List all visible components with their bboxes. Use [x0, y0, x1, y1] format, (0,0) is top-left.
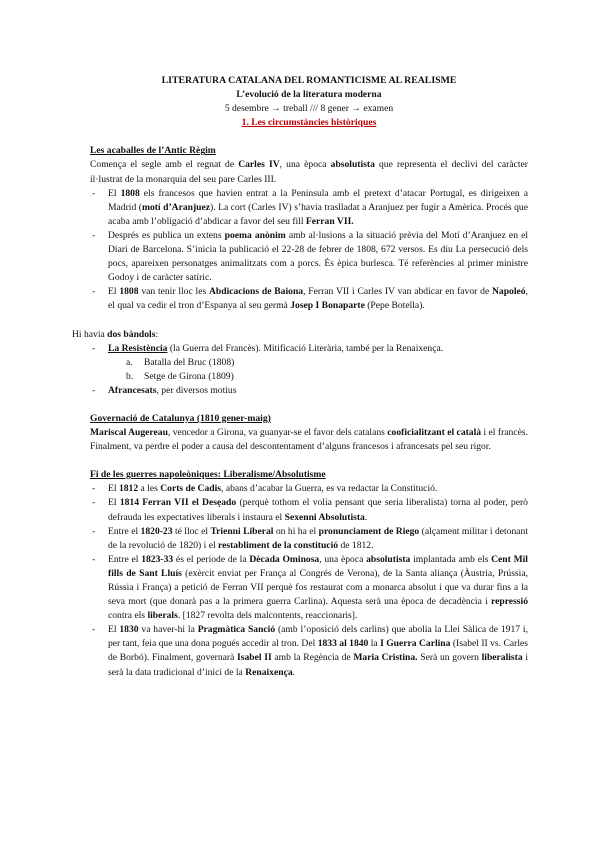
document-title: LITERATURA CATALANA DEL ROMANTICISME AL REALISME	[161, 75, 457, 86]
document-subtitle: L’evolució de la literatura moderna	[236, 89, 382, 101]
fi-guerres-list	[90, 482, 528, 679]
list-item: - Després es publica un extens poema anònim amb al·lusions a la situació prèvia del Motí d’Aranjuez en el Diari de Barcelona. S’inicia la publicació el 22-28 de febrer de 1808, 672 versos. Es diu La persecució dels pocs, apareixen personatges animalitzats com a porcs. És èpica burlesca. Té referències al primer ministre Godoy i de caràcter satíric.	[90, 229, 528, 285]
heading-antic-regim: Les acaballes de l’Antic Règim	[90, 145, 216, 157]
dates-line: 5 desembre → treball /// 8 gener → examen	[224, 103, 394, 115]
sublist-item: b. Setge de Girona (1809)	[126, 370, 234, 382]
list-item: - El 1812 a les Corts de Cadis, abans d’acabar la Guerra, es va redactar la Constitució.	[90, 482, 528, 496]
heading-fi-guerres: Fi de les guerres napoleòniques: Liberalisme/Absolutisme	[90, 469, 326, 481]
antic-regim-list	[90, 187, 528, 314]
document-page	[72, 74, 529, 680]
list-item: - El 1808 els francesos que havien entrat a la Península amb el pretext d’atacar Portugal, es dirigeixen a Madrid (motí d’Aranjuez). La cort (Carles IV) s’havia traslladat a Aranjuez per fugir a Amèrica. Procés que acaba amb l’obligació d’abdicar a favor del seu fill Ferran VII.	[90, 187, 528, 229]
list-item: - El 1814 Ferran VII el Desẹado (perquè tothom el volia pensant que seria liberalista) torna al poder, però defrauda les expectatives liberals i instaura el Sexenni Absolutista.	[90, 496, 528, 524]
list-item: - Afrancesats, per diversos motius	[90, 384, 528, 398]
bandols-list	[90, 342, 528, 398]
list-item: - Entre el 1820-23 té lloc el Trienni Liberal on hi ha el pronunciament de Riego (alçament militar i detonant de la revolució de 1820) i el restabliment de la constitució de 1812.	[90, 525, 528, 553]
list-item: - El 1830 va haver-hi la Pragmàtica Sanció (amb l’oposició dels carlins) que abolia la Llei Sàlica de 1917 i, per tant, feia que una dona pogués accedir al tron. Del 1833 al 1840 la I Guerra Carlina (Isabel II vs. Carles de Borbó). Finalment, governarà Isabel II amb la Regència de Maria Cristina. Serà un govern liberalista i serà la data tradicional d’inici de la Renaixença.	[90, 623, 528, 679]
list-item: - El 1808 van tenir lloc les Abdicacions de Baiona, Ferran VII i Carles IV van abdicar en favor de Napoleó, el qual va cedir el tron d’Espanya al seu germà Josep I Bonaparte (Pepe Botella).	[90, 285, 528, 313]
bandols-lead: Hi havia dos bàndols:	[72, 328, 159, 340]
section-title: 1. Les circumstàncies històriques	[241, 117, 377, 129]
heading-governacio: Governació de Catalunya (1810 gener-maig)	[90, 412, 271, 424]
sublist-item: a. Batalla del Bruc (1808)	[126, 356, 235, 368]
governacio-paragraph: Mariscal Augereau, vencedor a Girona, va guanyar-se el favor dels catalans cooficialitzant el català i el francès. Finalment, va perdre el poder a causa del descontentament d’alguns francesos i afrancesats pel seu rigor.	[90, 427, 528, 453]
intro-paragraph: Comença el segle amb el regnat de Carles IV, una època absolutista que representa el declivi del caràcter il·lustrat de la monarquia del seu pare Carles III.	[90, 159, 528, 185]
document-header	[90, 74, 528, 130]
list-item: - Entre el 1823-33 és el període de la Dècada Ominosa, una època absolutista implantada amb els Cent Mil fills de Sant Lluís (exèrcit enviat per França al Congrés de Verona), de la Santa aliança (Àustria, Prússia, Rússia i França) a petició de Ferran VII perquè fos restaurat com a monarca absolut i que va durar fins a la seva mort (que donarà pas a la primera guerra Carlina). Aquesta serà una època de decadència i repressió contra els liberals. [1827 revolta dels malcontents, reaccionaris].	[90, 553, 528, 623]
list-item: - La Resistència (la Guerra del Francès). Mitificació Literària, també per la Renaixença. a. Batalla del Bruc (1808) b. Setge de Girona (1809)	[90, 342, 528, 384]
sublist	[108, 356, 528, 384]
